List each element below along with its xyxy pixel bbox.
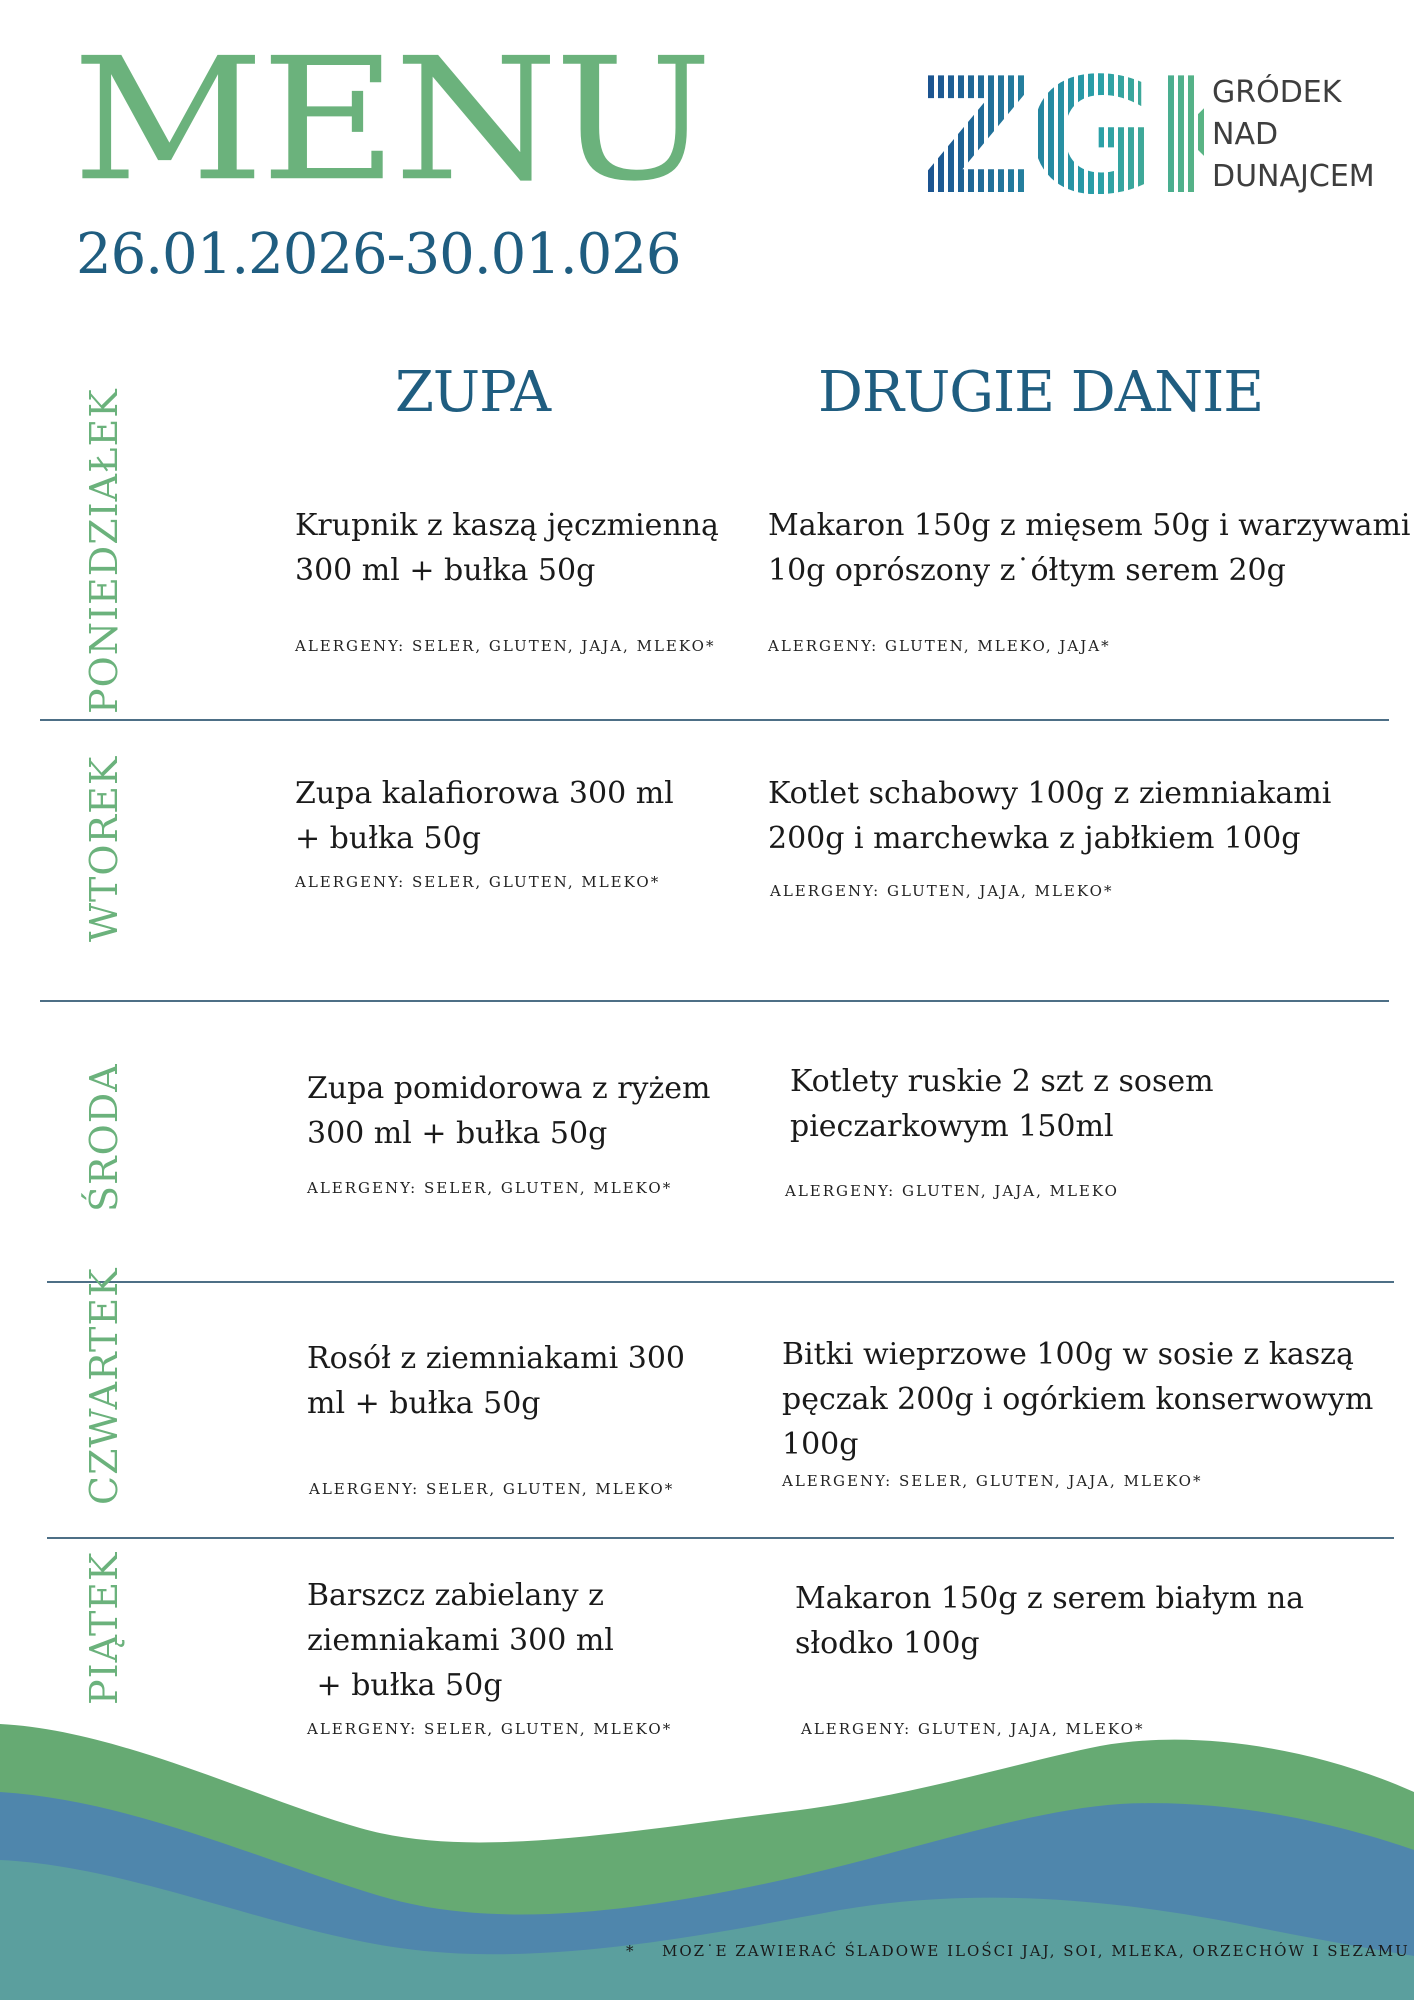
allergen-footnote [626,1942,1410,1960]
soup-allergens-monday: ALERGENY: SELER, GLUTEN, JAJA, MLEKO* [295,637,716,655]
soup-friday [307,1573,614,1708]
main-allergens-monday: ALERGENY: GLUTEN, MLEKO, JAJA* [768,637,1111,655]
column-heading-main: DRUGIE DANIE [818,360,1264,425]
divider [47,1537,1394,1539]
main-allergens-tuesday: ALERGENY: GLUTEN, JAJA, MLEKO* [770,882,1114,900]
divider [40,719,1389,721]
soup-friday-line-1: Barszcz zabielany z [307,1578,604,1613]
soup-thursday [307,1336,685,1426]
main-allergens-thursday: ALERGENY: SELER, GLUTEN, JAJA, MLEKO* [782,1472,1203,1490]
soup-wednesday-line-1: Zupa pomidorowa z ryżem [307,1071,711,1106]
main-allergens-friday: ALERGENY: GLUTEN, JAJA, MLEKO* [801,1720,1145,1738]
main-allergens-wednesday: ALERGENY: GLUTEN, JAJA, MLEKO [785,1182,1119,1200]
divider [47,1281,1394,1283]
main-friday-line-2: słodko 100g [795,1626,980,1661]
menu-title: MENU [72,21,709,219]
footnote-star: * [626,1942,636,1960]
main-wednesday-line-2: pieczarkowym 150ml [790,1109,1114,1144]
main-friday [795,1576,1304,1666]
main-wednesday-line-1: Kotlety ruskie 2 szt z sosem [790,1064,1214,1099]
main-thursday-line-3: 100g [782,1427,859,1462]
soup-monday [295,503,719,593]
main-tuesday-line-2: 200g i marchewka z jabłkiem 100g [768,821,1301,856]
main-tuesday [768,771,1331,861]
logo-line-2: NAD [1212,117,1279,152]
soup-allergens-wednesday: ALERGENY: SELER, GLUTEN, MLEKO* [307,1179,673,1197]
soup-allergens-tuesday: ALERGENY: SELER, GLUTEN, MLEKO* [295,873,661,891]
soup-tuesday [295,771,674,861]
day-label-wednesday: ŚRODA [82,1063,126,1212]
day-label-tuesday: WTOREK [82,755,126,942]
footnote-text: MOZ˙E ZAWIERAĆ ŚLADOWE ILOŚCI JAJ, SOI, MLEKA, ORZECHÓW I SEZAMU [662,1942,1410,1960]
zgk-logo [918,72,1208,194]
soup-wednesday [307,1066,711,1156]
soup-allergens-friday: ALERGENY: SELER, GLUTEN, MLEKO* [307,1720,673,1738]
date-range: 26.01.2026-30.01.026 [76,222,681,287]
logo-line-1: GRÓDEK [1212,75,1342,110]
main-tuesday-line-1: Kotlet schabowy 100g z ziemniakami [768,776,1332,811]
soup-thursday-line-1: Rosół z ziemniakami 300 [307,1341,686,1376]
column-heading-soup: ZUPA [395,360,551,425]
soup-tuesday-line-1: Zupa kalafiorowa 300 ml [295,776,674,811]
day-label-monday: PONIEDZIAŁEK [82,388,126,714]
main-thursday [782,1332,1373,1467]
main-friday-line-1: Makaron 150g z serem białym na [795,1581,1305,1616]
main-thursday-line-1: Bitki wieprzowe 100g w sosie z kaszą [782,1337,1354,1372]
logo-text [1212,72,1375,198]
soup-thursday-line-2: ml + bułka 50g [307,1386,541,1421]
soup-monday-line-2: 300 ml + bułka 50g [295,553,596,588]
main-monday-line-2: 10g oprószony z˙ółtym serem 20g [768,553,1286,588]
main-thursday-line-2: pęczak 200g i ogórkiem konserwowym [782,1382,1374,1417]
main-monday-line-1: Makaron 150g z mięsem 50g i warzywami [768,508,1411,543]
soup-allergens-thursday: ALERGENY: SELER, GLUTEN, MLEKO* [309,1480,675,1498]
soup-friday-line-3: + bułka 50g [307,1668,503,1703]
logo-line-3: DUNAJCEM [1212,159,1375,194]
soup-tuesday-line-2: + bułka 50g [295,821,481,856]
main-monday [768,503,1411,593]
day-label-friday: PIĄTEK [82,1551,126,1705]
soup-monday-line-1: Krupnik z kaszą jęczmienną [295,508,719,543]
soup-friday-line-2: ziemniakami 300 ml [307,1623,614,1658]
day-label-thursday: CZWARTEK [82,1267,126,1505]
soup-wednesday-line-2: 300 ml + bułka 50g [307,1116,608,1151]
divider [40,1000,1389,1002]
main-wednesday [790,1059,1214,1149]
